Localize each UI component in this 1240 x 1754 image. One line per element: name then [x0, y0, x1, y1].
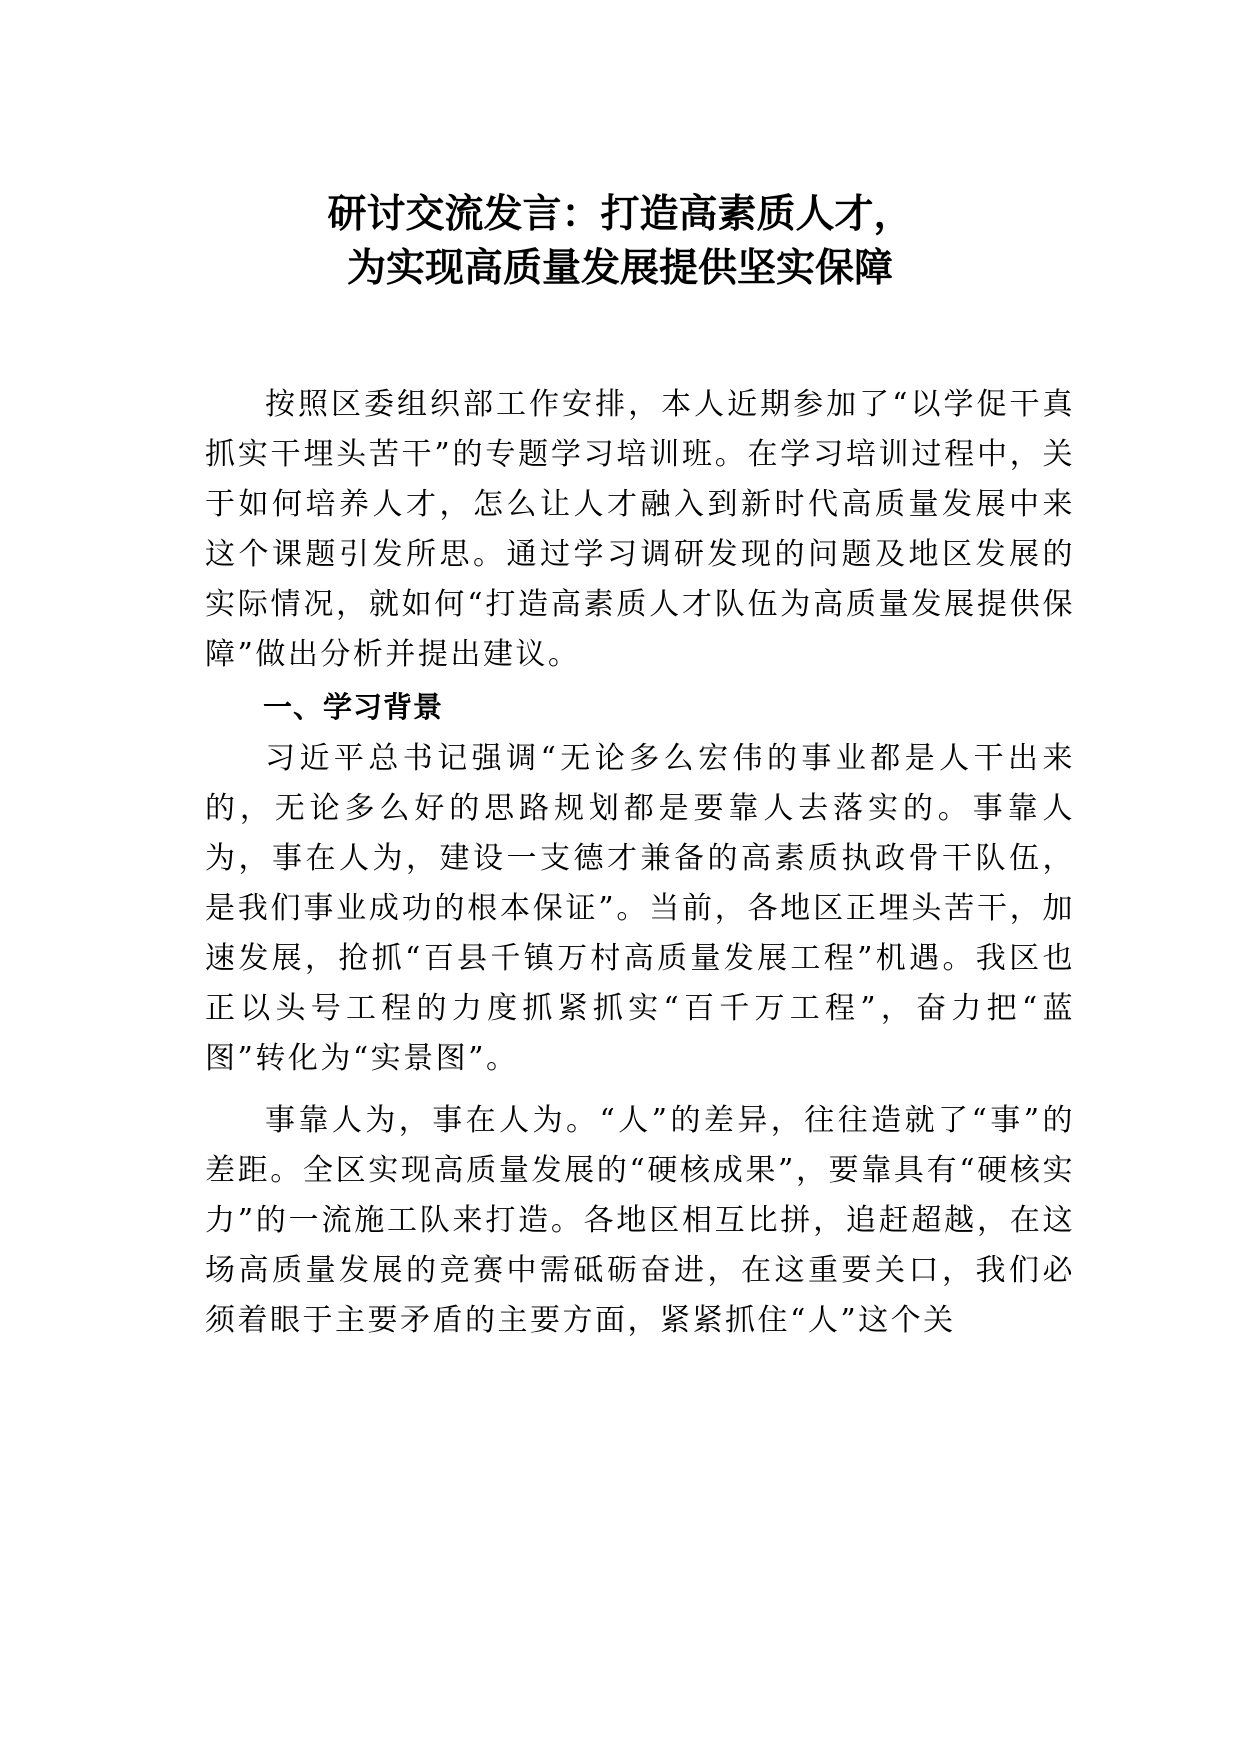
title-line-1: 研讨交流发言：打造高素质人才， [327, 192, 913, 237]
intro-paragraph: 按照区委组织部工作安排，本人近期参加了“以学促干真抓实干埋头苦干”的专题学习培训班。在学习培训过程中，关于如何培养人才，怎么让人才融入到新时代高质量发展中来这个课题引发所思。通过学习调研发现的问题及地区发展的实际情况，就如何“打造高素质人才队伍为高质量发展提供保障”做出分析并提出建议。 [205, 387, 1075, 672]
section-heading: 一、学习背景 [263, 690, 444, 724]
body-paragraph: 习近平总书记强调“无论多么宏伟的事业都是人干出来的，无论多么好的思路规划都是要靠人去落实的。事靠人为，事在人为，建设一支德才兼备的高素质执政骨干队伍，是我们事业成功的根本保证”。当前，各地区正埋头苦干，加速发展，抢抓“百县千镇万村高质量发展工程”机遇。我区也正以头号工程的力度抓紧抓实“百千万工程”，奋力把“蓝图”转化为“实景图”。 [205, 741, 1075, 1076]
document-body [205, 380, 1075, 1346]
title-line-2: 为实现高质量发展提供坚实保障 [346, 246, 893, 291]
document-title [150, 188, 1090, 296]
body-paragraph: 事靠人为，事在人为。“人”的差异，往往造就了“事”的差距。全区实现高质量发展的“硬核成果”，要靠具有“硬核实力”的一流施工队来打造。各地区相互比拼，追赶超越，在这场高质量发展的竞赛中需砥砺奋进，在这重要关口，我们必须着眼于主要矛盾的主要方面，紧紧抓住“人”这个关 [205, 1103, 1075, 1338]
